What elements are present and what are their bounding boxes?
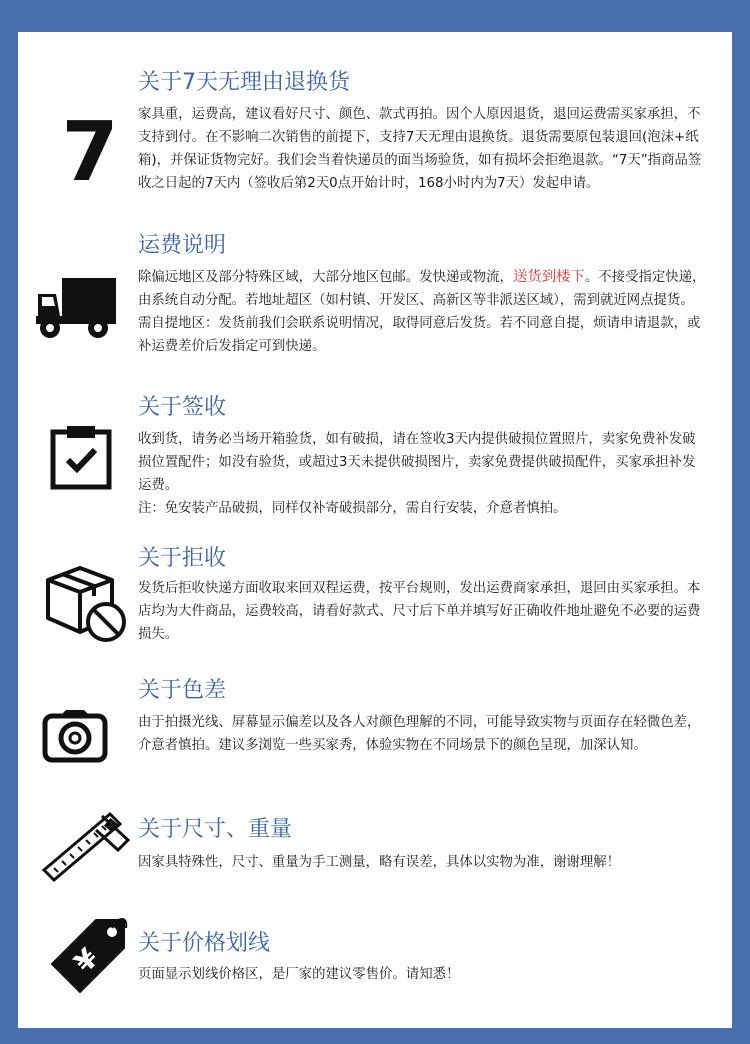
- paragraph: 注：免安装产品破损，同样仅补寄破损部分，需自行安装，介意者慎拍。: [138, 501, 567, 516]
- seven-icon: 7: [61, 105, 119, 200]
- yen-glyph: ¥: [67, 941, 105, 979]
- section-title: 关于价格划线: [138, 931, 271, 956]
- section-title: 关于拒收: [138, 546, 227, 571]
- paragraph: 需自提地区：发货前我们会联系说明情况，取得同意后发货。若不同意自提，烦请申请退款，或补运费差价后发指定可到快递。: [138, 316, 701, 354]
- paragraph: 页面显示划线价格区，是厂家的建议零售价。请知悉！: [138, 967, 460, 982]
- section-title: 关于7天无理由退换货: [138, 70, 350, 95]
- section-body: [138, 103, 708, 195]
- text: 。不接受指定快递，由系统自动分配。若地址超区（如村镇、开发区、高新区等非派送区域），需到就近网点提货。: [138, 270, 706, 308]
- paragraph: 发货后拒收快递方面收取来回双程运费，按平台规则，发出运费商家承担，退回由买家承担。本店均为大件商品，运费较高，请看好款式、尺寸后下单并填写好正确收件地址避免不必要的运费损失。: [138, 581, 701, 642]
- price-tag-icon: [44, 914, 130, 1004]
- ruler-square-icon: [40, 810, 132, 890]
- camera-icon: [42, 708, 108, 768]
- section-title: 运费说明: [138, 233, 227, 258]
- policy-page: [18, 32, 732, 1028]
- paragraph: [138, 266, 708, 312]
- highlight-text: 送货到楼下: [512, 269, 585, 285]
- paragraph: 由于拍摄光线、屏幕显示偏差以及各人对颜色理解的不同，可能导致实物与页面存在轻微色差，介意者慎拍。建议多浏览一些买家秀，体验实物在不同场景下的颜色呈现，加深认知。: [138, 715, 701, 753]
- section-body: [138, 266, 708, 358]
- clipboard-check-icon: [50, 424, 112, 494]
- section-body: [138, 428, 708, 520]
- section-title: 关于签收: [138, 395, 227, 420]
- text: 除偏远地区及部分特殊区域，大部分地区包邮。发快递或物流，: [138, 270, 513, 285]
- section-body: [138, 851, 708, 874]
- truck-icon: [34, 272, 118, 344]
- box-refuse-icon: [42, 562, 128, 648]
- section-body: [138, 963, 708, 986]
- paragraph: 收到货，请务必当场开箱验货，如有破损，请在签收3天内提供破损位置照片，卖家免费补发破损位置配件；如没有验货，或超过3天未提供破损图片，卖家免费提供破损配件，买家承担补发运费。: [138, 432, 696, 493]
- section-body: [138, 711, 708, 757]
- section-body: [138, 577, 708, 646]
- section-title: 关于色差: [138, 678, 227, 703]
- paragraph: 家具重，运费高，建议看好尺寸、颜色、款式再拍。因个人原因退货，退回运费需买家承担，不支持到付。在不影响二次销售的前提下，支持7天无理由退换货。退货需要原包装退回(泡沫+纸箱)，并保证货物完好。我们会当着快递员的面当场验货，如有损坏会拒绝退款。“7天”指商品签收之日起的7天内（签收后第2天0点开始计时，168小时内为7天）发起申请。: [138, 107, 702, 191]
- paragraph: 因家具特殊性，尺寸、重量为手工测量，略有误差，具体以实物为准，谢谢理解！: [138, 855, 621, 870]
- section-title: 关于尺寸、重量: [138, 817, 293, 842]
